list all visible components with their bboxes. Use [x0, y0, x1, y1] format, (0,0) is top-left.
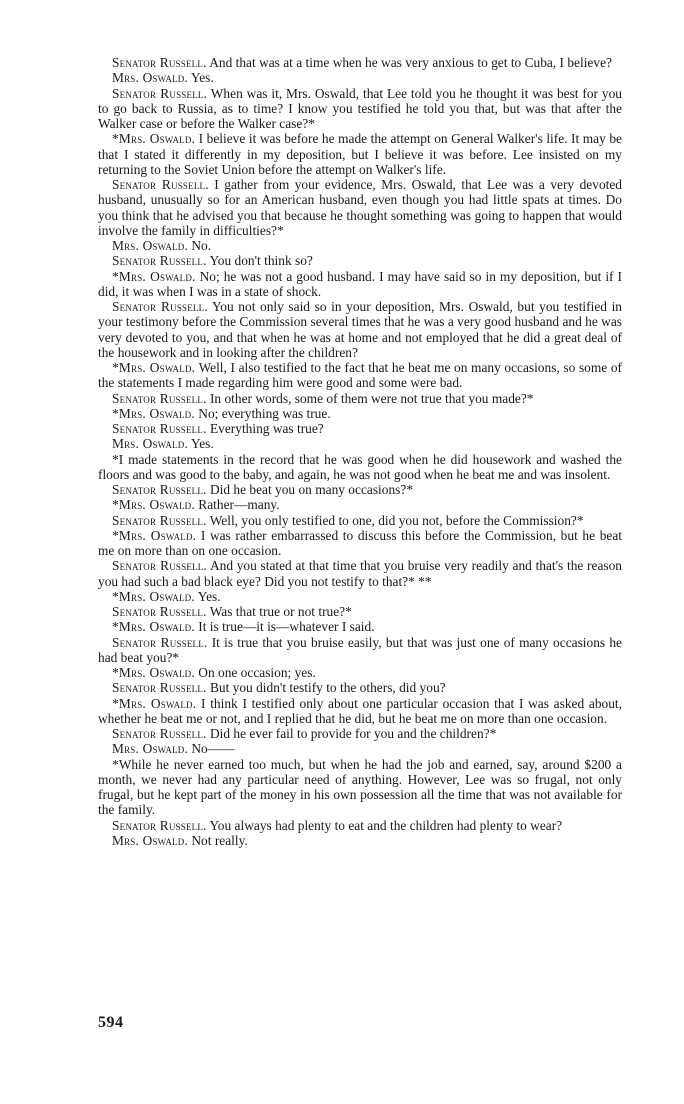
paragraph [98, 55, 622, 70]
speaker-label: *Mrs. Oswald. [112, 665, 195, 680]
paragraph [98, 665, 622, 680]
paragraph-text: Rather—many. [194, 497, 280, 513]
paragraph-text: Not really. [188, 832, 248, 848]
paragraph [98, 238, 622, 253]
paragraph-text: It is true—it is—whatever I said. [194, 619, 375, 635]
speaker-label: *Mrs. Oswald. [112, 588, 195, 604]
speaker-label: Mrs. Oswald. [112, 741, 189, 757]
speaker-label: Senator Russell. [112, 482, 207, 497]
paragraph [98, 696, 622, 727]
paragraph-text: It is true that you bruise easily, but that was just one of many occasions he had beat you?* [98, 634, 622, 665]
speaker-label: Senator Russell. [112, 253, 207, 269]
paragraph [98, 741, 622, 756]
paragraph-text: And that was at a time when he was very anxious to get to Cuba, I believe? [206, 55, 612, 70]
paragraph [98, 726, 622, 741]
paragraph-text: Well, you only testified to one, did you not, before the Commission?* [206, 512, 584, 528]
paragraph [98, 299, 622, 360]
paragraph-text: Everything was true? [206, 421, 324, 436]
speaker-label: *Mrs. Oswald. [112, 405, 195, 421]
paragraph-text: I believe it was before he made the attempt on General Walker's life. It may be that I stated it differently in my deposition, but I believe it was before. Lee insisted on my returning to the Soviet Union before the attempt on Walker's life. [98, 131, 622, 177]
speaker-label: *Mrs. Oswald. [112, 268, 196, 284]
paragraph [98, 131, 622, 177]
speaker-label: Mrs. Oswald. [112, 238, 189, 253]
paragraph [98, 406, 622, 421]
paragraph-text: And you stated at that time that you bruise very readily and that's the reason you had such a bad black eye? Did you not testify to that?* ** [98, 558, 622, 589]
paragraph [98, 360, 622, 391]
paragraph-text: Was that true or not true?* [206, 604, 352, 619]
paragraph-text: When was it, Mrs. Oswald, that Lee told you he thought it was best for you to go back to Russia, as to time? I know you testified he told you that, but was that after the Walker case or before the Walker case?* [98, 85, 622, 131]
speaker-label: Senator Russell. [112, 512, 207, 528]
paragraph-text: *While he never earned too much, but when he had the job and earned, say, around $200 a month, we never had any particular need of anything. However, Lee was so frugal, not only frugal, but he kept part of the money in his own possession all the time that was not available for the family. [98, 756, 622, 818]
paragraph [98, 436, 622, 451]
paragraph-text: You always had plenty to eat and the children had plenty to wear? [206, 817, 563, 833]
speaker-label: Senator Russell. [112, 85, 208, 101]
paragraph [98, 391, 622, 406]
speaker-label: Senator Russell. [112, 558, 207, 574]
paragraph [98, 497, 622, 512]
paragraph [98, 680, 622, 695]
speaker-label: Mrs. Oswald. [112, 70, 189, 86]
paragraph [98, 253, 622, 268]
paragraph [98, 635, 622, 666]
speaker-label: *Mrs. Oswald. [112, 497, 195, 513]
paragraph [98, 86, 622, 132]
paragraph [98, 604, 622, 619]
paragraph [98, 513, 622, 528]
paragraph-text: Yes. [188, 436, 214, 452]
speaker-label: Senator Russell. [112, 390, 207, 406]
paragraph [98, 757, 622, 818]
speaker-label: *Mrs. Oswald. [112, 527, 197, 543]
paragraph-text: No; everything was true. [194, 405, 331, 421]
speaker-label: Senator Russell. [112, 421, 207, 436]
speaker-label: Senator Russell. [112, 817, 207, 833]
paragraph [98, 269, 622, 300]
paragraph-text: I think I testified only about one particular occasion that I was asked about, whether he beat me or not, and I replied that he did, but he beat me on more than one occasion. [98, 695, 622, 726]
paragraph [98, 177, 622, 238]
paragraph [98, 70, 622, 85]
speaker-label: Senator Russell. [112, 680, 207, 696]
paragraph [98, 558, 622, 589]
paragraph-text: No. [188, 238, 212, 253]
paragraph-text: On one occasion; yes. [194, 665, 316, 680]
paragraph [98, 421, 622, 436]
paragraph [98, 528, 622, 559]
speaker-label: Mrs. Oswald. [112, 832, 189, 848]
speaker-label: Senator Russell. [112, 55, 207, 70]
paragraph-text: No—— [188, 741, 235, 757]
paragraph-text: Well, I also testified to the fact that he beat me on many occasions, so some of the statements I made regarding him were good and some were bad. [98, 360, 622, 391]
paragraph-text: But you didn't testify to the others, did you? [206, 680, 446, 696]
speaker-label: Senator Russell. [112, 634, 208, 650]
paragraph-text: *I made statements in the record that he was good when he did housework and washed the floors and was good to the baby, and again, he was not good when he beat me and was insolent. [98, 451, 622, 482]
page-number: 594 [98, 1014, 124, 1031]
paragraph-text: In other words, some of them were not true that you made?* [206, 390, 534, 406]
speaker-label: *Mrs. Oswald. [112, 360, 196, 375]
paragraph-text: You don't think so? [206, 253, 313, 269]
speaker-label: Senator Russell. [112, 726, 207, 741]
paragraph [98, 818, 622, 833]
paragraph [98, 619, 622, 634]
speaker-label: Senator Russell. [112, 604, 207, 619]
paragraph [98, 589, 622, 604]
paragraph-text: Did he ever fail to provide for you and the children?* [206, 726, 497, 741]
paragraph-text: Yes. [188, 70, 214, 86]
speaker-label: Senator Russell. [112, 299, 208, 314]
document-body [98, 55, 622, 848]
speaker-label: Mrs. Oswald. [112, 436, 189, 452]
paragraph [98, 452, 622, 483]
paragraph-text: I was rather embarrassed to discuss this before the Commission, but he beat me on more than on one occasion. [98, 527, 622, 558]
paragraph [98, 482, 622, 497]
speaker-label: Senator Russell. [112, 177, 209, 192]
speaker-label: *Mrs. Oswald. [112, 131, 196, 147]
speaker-label: *Mrs. Oswald. [112, 695, 197, 711]
paragraph-text: I gather from your evidence, Mrs. Oswald, that Lee was a very devoted husband, unusually so for an American husband, even though you had little spats at times. Do you think that he advised you that because he thought something was going to happen that would involve the family in difficulties?* [98, 177, 622, 238]
paragraph-text: You not only said so in your deposition, Mrs. Oswald, but you testified in your testimony before the Commission several times that he was a very good husband and he was very devoted to you, and that when he was at home and not employed that he did a great deal of the housework and in looking after the children? [98, 299, 622, 360]
speaker-label: *Mrs. Oswald. [112, 619, 195, 635]
paragraph-text: Did he beat you on many occasions?* [206, 482, 414, 497]
paragraph-text: Yes. [194, 588, 221, 604]
paragraph [98, 833, 622, 848]
paragraph-text: No; he was not a good husband. I may have said so in my deposition, but if I did, it was when I was in a state of shock. [98, 268, 622, 299]
